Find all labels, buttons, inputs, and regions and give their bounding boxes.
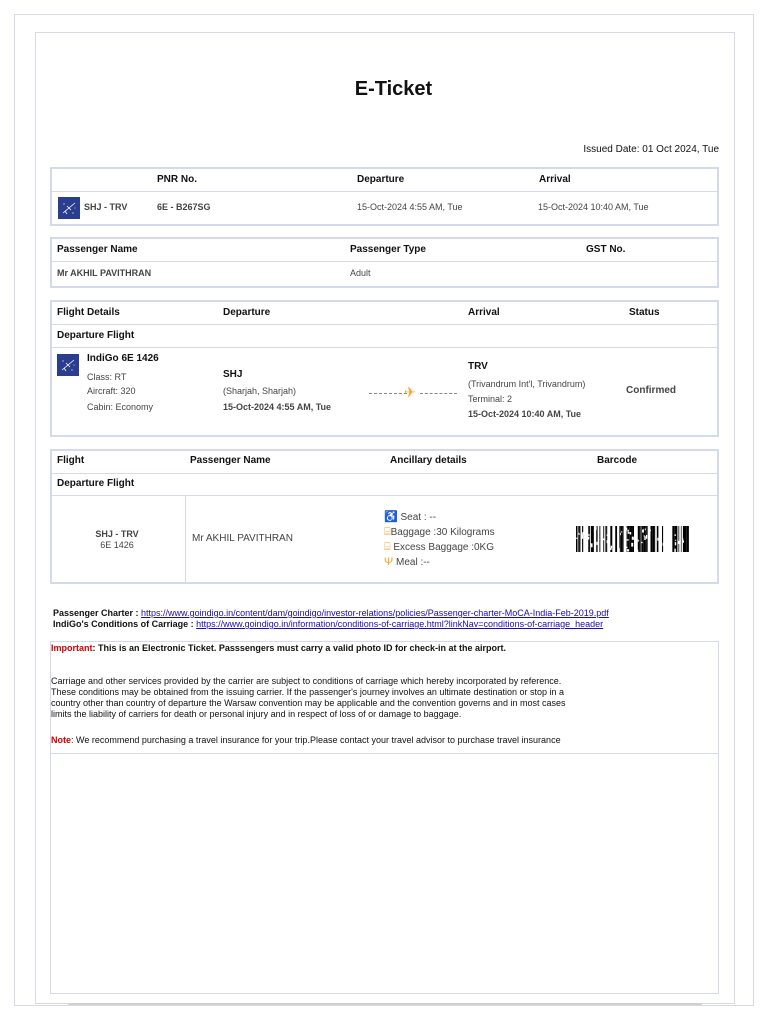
insurance-note <box>51 735 561 746</box>
flight-number: IndiGo 6E 1426 <box>87 353 159 364</box>
ancillary-route: SHJ - TRV <box>95 529 139 539</box>
route-line-right <box>420 393 457 394</box>
pnr-value: 6E - B267SG <box>157 202 211 212</box>
indigo-logo-icon <box>58 197 80 219</box>
passenger-name-header: Passenger Name <box>57 244 138 255</box>
departure-time: 15-Oct-2024 4:55 AM, Tue <box>223 402 332 412</box>
baggage-icon: ⌸ <box>384 526 391 538</box>
flight-details-table <box>50 300 719 437</box>
plane-icon: ✈ <box>404 384 416 400</box>
pnr-departure: 15-Oct-2024 4:55 AM, Tue <box>357 202 463 212</box>
carriage-line-3: country other than country of departure the Warsaw convention may be applicable and the convention governs and in most cases <box>51 698 566 708</box>
status-badge: Confirmed <box>626 385 676 396</box>
conditions-link[interactable]: https://www.goindigo.in/information/conditions-of-carriage.html?linkNav=conditions-of-carriage_header <box>196 619 604 629</box>
departure-flight-label: Departure Flight <box>57 330 135 341</box>
ancillary-passenger-name: Mr AKHIL PAVITHRAN <box>192 533 293 544</box>
flight-details-header: Flight Details <box>57 307 120 318</box>
barcode <box>576 526 689 552</box>
ancillary-excess <box>384 541 494 554</box>
important-note <box>51 643 506 654</box>
gst-header: GST No. <box>586 244 626 255</box>
departure-city: (Sharjah, Sharjah) <box>223 386 297 396</box>
ancillary-departure-label: Departure Flight <box>57 478 135 489</box>
arrival-time: 15-Oct-2024 10:40 AM, Tue <box>468 409 582 419</box>
important-text: : This is an Electronic Ticket. Passsengers must carry a valid photo ID for check-in at the airport. <box>92 643 506 653</box>
excess-text: Excess Baggage :0KG <box>393 542 495 553</box>
pnr-route: SHJ - TRV <box>84 202 128 212</box>
charter-line <box>53 608 609 618</box>
passenger-type: Adult <box>350 268 371 278</box>
passenger-type-header: Passenger Type <box>350 244 426 255</box>
flight-status-header: Status <box>629 307 660 318</box>
conditions-line <box>53 619 603 629</box>
pnr-arrival: 15-Oct-2024 10:40 AM, Tue <box>538 202 649 212</box>
ancillary-meal <box>384 556 430 568</box>
charter-link[interactable]: https://www.goindigo.in/content/dam/goindigo/investor-relations/policies/Passenger-charter-MoCA-India-Feb-2019.pdf <box>141 608 609 618</box>
flight-cabin: Cabin: Economy <box>87 402 154 412</box>
baggage-text: Baggage :30 Kilograms <box>390 527 495 538</box>
excess-baggage-icon: ⌸ <box>384 541 391 553</box>
seat-text: Seat : -- <box>400 512 437 523</box>
flight-aircraft: Aircraft: 320 <box>87 386 136 396</box>
page-title: E-Ticket <box>354 78 433 100</box>
notes-box <box>50 641 719 994</box>
arrival-code: TRV <box>468 361 488 372</box>
ancillary-passenger-header: Passenger Name <box>190 455 271 466</box>
arrival-terminal: Terminal: 2 <box>468 394 513 404</box>
indigo-logo-icon <box>57 354 79 376</box>
ancillary-flight-number: 6E 1426 <box>100 540 134 550</box>
route-line-left <box>369 393 407 394</box>
important-label: Important <box>51 643 93 653</box>
pnr-header: PNR No. <box>157 174 197 185</box>
ancillary-details-header: Ancillary details <box>390 455 467 466</box>
barcode-header: Barcode <box>597 455 638 466</box>
note-text: : We recommend purchasing a travel insurance for your trip.Please contact your travel advisor to purchase travel insurance <box>71 735 561 745</box>
conditions-label: IndiGo's Conditions of Carriage : <box>53 619 197 629</box>
arrival-header: Arrival <box>539 174 571 185</box>
issued-date: Issued Date: 01 Oct 2024, Tue <box>583 144 719 155</box>
departure-code: SHJ <box>223 369 243 380</box>
arrival-city: (Trivandrum Int'l, Trivandrum) <box>468 379 586 389</box>
carriage-line-4: limits the liability of carriers for death or personal injury and in respect of loss of or damage to baggage. <box>51 709 462 719</box>
flight-arrival-header: Arrival <box>468 307 500 318</box>
meal-text: Meal :-- <box>395 557 430 568</box>
departure-header: Departure <box>357 174 405 185</box>
flight-class: Class: RT <box>87 372 127 382</box>
passenger-name: Mr AKHIL PAVITHRAN <box>57 268 152 278</box>
notes-divider <box>51 753 718 754</box>
charter-label: Passenger Charter : <box>53 608 142 618</box>
meal-icon: Ψ <box>384 556 394 568</box>
ancillary-flight-header: Flight <box>57 455 85 466</box>
ancillary-baggage <box>384 526 495 539</box>
ancillary-seat <box>384 510 436 523</box>
seat-icon: ♿ <box>384 511 398 523</box>
flight-departure-header: Departure <box>223 307 271 318</box>
carriage-line-1: Carriage and other services provided by the carrier are subject to conditions of carriage which hereby incorporated by reference. <box>51 676 562 686</box>
footer-rule <box>68 1003 702 1005</box>
note-label: Note <box>51 735 71 745</box>
carriage-line-2: These conditions may be obtained from the issuing carrier. If the passenger's journey involves an ultimate destination or stop in a <box>51 687 564 697</box>
